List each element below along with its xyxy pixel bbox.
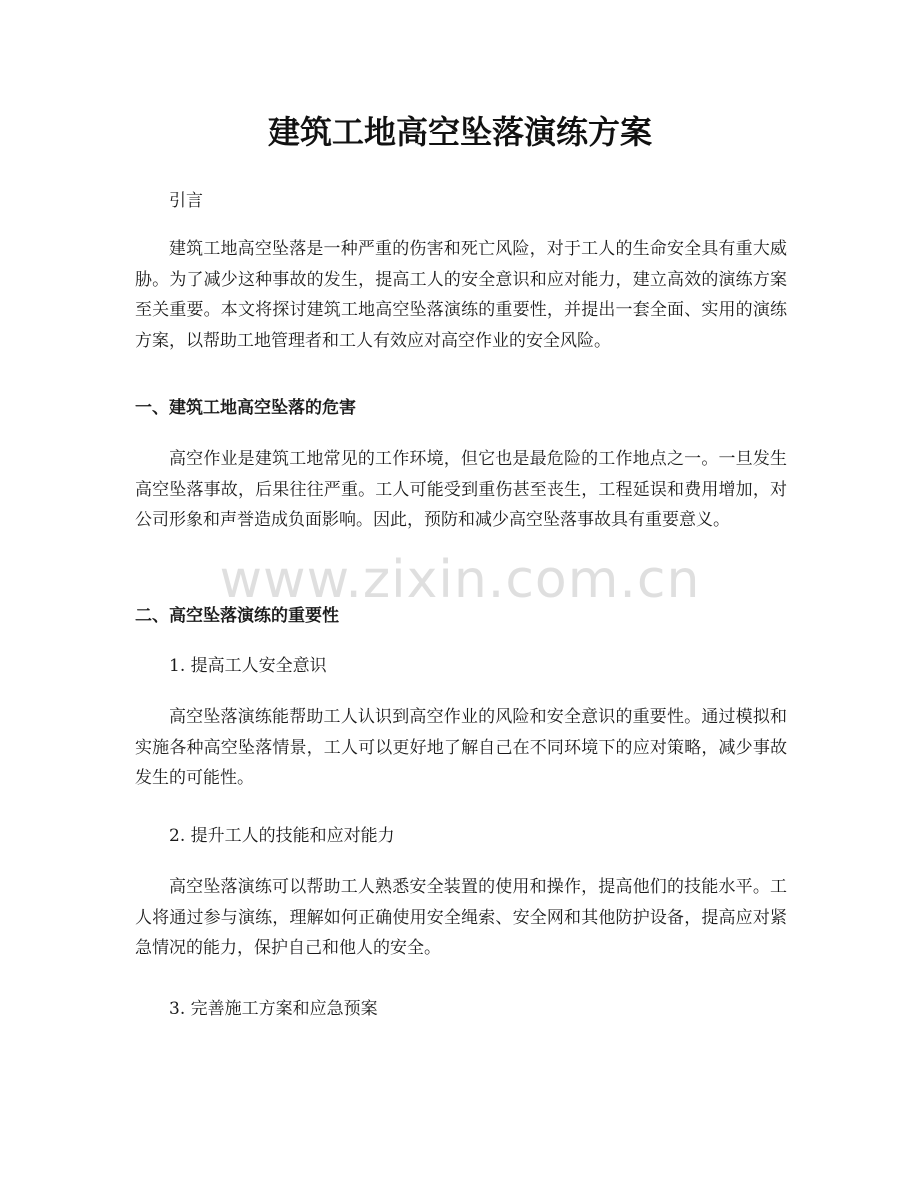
watermark: www.zixin.com.cn — [219, 550, 701, 610]
item-3-title: 3. 完善施工方案和应急预案 — [169, 999, 378, 1019]
document-title: 建筑工地高空坠落演练方案 — [267, 113, 652, 151]
item-1-title: 1. 提高工人安全意识 — [169, 656, 327, 676]
item-2-paragraph: 高空坠落演练可以帮助工人熟悉安全装置的使用和操作，提高他们的技能水平。工人将通过参与演练，理解如何正确使用安全绳索、安全网和其他防护设备，提高应对紧急情况的能力，保护自己和他人的安全。 — [135, 877, 787, 958]
section-1-paragraph: 高空作业是建筑工地常见的工作环境，但它也是最危险的工作地点之一。一旦发生高空坠落事故，后果往往严重。工人可能受到重伤甚至丧生，工程延误和费用增加，对公司形象和声誉造成负面影响。因此，预防和减少高空坠落事故具有重要意义。 — [135, 449, 787, 530]
intro-paragraph: 建筑工地高空坠落是一种严重的伤害和死亡风险，对于工人的生命安全具有重大威胁。为了减少这种事故的发生，提高工人的安全意识和应对能力，建立高效的演练方案至关重要。本文将探讨建筑工地高空坠落演练的重要性，并提出一套全面、实用的演练方案，以帮助工地管理者和工人有效应对高空作业的安全风险。 — [135, 239, 787, 351]
intro-label: 引言 — [169, 191, 203, 211]
item-2-title: 2. 提升工人的技能和应对能力 — [169, 826, 395, 846]
item-1-paragraph: 高空坠落演练能帮助工人认识到高空作业的风险和安全意识的重要性。通过模拟和实施各种高空坠落情景，工人可以更好地了解自己在不同环境下的应对策略，减少事故发生的可能性。 — [135, 707, 787, 788]
section-1-heading: 一、建筑工地高空坠落的危害 — [135, 398, 356, 418]
section-2-heading: 二、高空坠落演练的重要性 — [135, 606, 339, 626]
